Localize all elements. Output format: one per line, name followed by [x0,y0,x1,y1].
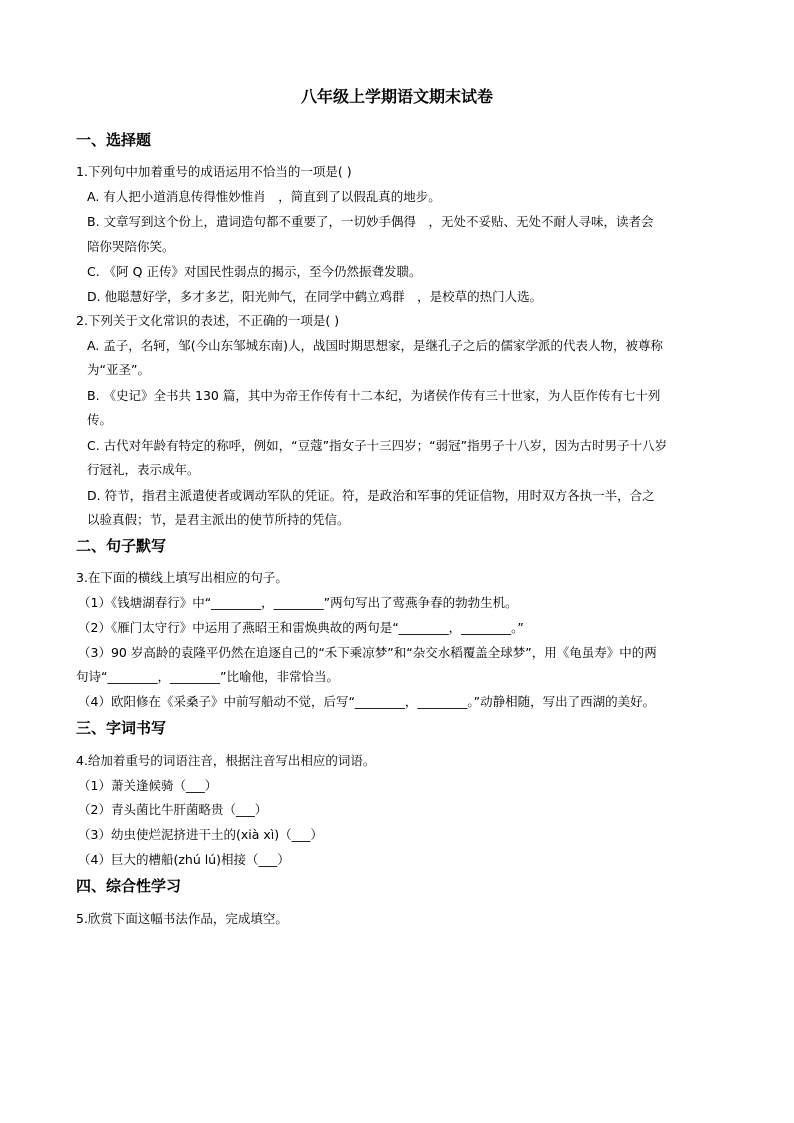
question-3-item-1: （1）《钱塘湖春行》中“________，________”两句写出了莺燕争春的勃勃生机。 [78,595,518,610]
section-heading-dictation: 二、句子默写 [76,537,167,555]
section-heading-choice: 一、选择题 [76,131,152,149]
question-1-option-c: C. 《阿 Q 正传》对国民性弱点的揭示，至今仍然振聋发聩。 [87,264,422,279]
question-4-item-4: （4）巨大的槽船(zhú lú)相接（___） [78,852,290,867]
question-4-item-1: （1）萧关逢候骑（___） [78,778,218,793]
question-3-item-3: （3）90 岁高龄的袁隆平仍然在追逐自己的“禾下乘凉梦”和“杂交水稻覆盖全球梦”，用《龟虽寿》中的两 [78,645,657,660]
page-title: 八年级上学期语文期末试卷 [300,87,493,106]
question-2-option-c-cont: 行冠礼，表示成年。 [87,462,200,477]
question-1-option-a: A. 有人把小道消息传得惟妙惟肖 ，简直到了以假乱真的地步。 [87,189,441,204]
question-2-option-b-cont: 传。 [87,412,113,427]
question-2-option-b: B. 《史记》全书共 130 篇，其中为帝王作传有十二本纪，为诸侯作传有三十世家，为人臣作传有七十列 [87,388,661,403]
question-3-item-2: （2）《雁门太守行》中运用了燕昭王和雷焕典故的两句是“________，________。” [78,620,524,635]
question-3-stem: 3.在下面的横线上填写出相应的句子。 [76,570,288,585]
question-2-stem: 2.下列关于文化常识的表述，不正确的一项是( ) [76,313,340,328]
question-3-item-3-cont: 句诗“________，________”比喻他，非常恰当。 [76,669,339,684]
section-heading-comprehensive: 四、综合性学习 [76,877,182,895]
section-heading-words: 三、字词书写 [76,719,167,737]
question-2-option-d: D. 符节，指君主派遣使者或调动军队的凭证。符，是政治和军事的凭证信物，用时双方各执一半，合之 [87,488,655,503]
question-1-option-b-cont: 陪你哭陪你笑。 [87,239,175,254]
question-2-option-c: C. 古代对年龄有特定的称呼，例如，“豆蔻”指女子十三四岁；“弱冠”指男子十八岁，因为古时男子十八岁 [87,438,668,453]
question-2-option-a-cont: 为“亚圣”。 [87,362,150,377]
question-2-option-a: A. 孟子，名轲，邹(今山东邹城东南)人，战国时期思想家，是继孔子之后的儒家学派的代表人物，被尊称 [87,338,664,353]
question-1-stem: 1.下列句中加着重号的成语运用不恰当的一项是( ) [76,164,352,179]
question-5-stem: 5.欣赏下面这幅书法作品，完成填空。 [76,911,288,926]
question-4-item-2: （2）青头菌比牛肝菌略贵（___） [78,802,268,817]
question-4-item-3: （3）幼虫使烂泥挤进干土的(xià xì)（___） [78,827,323,842]
question-2-option-d-cont: 以验真假；节，是君主派出的使节所持的凭信。 [87,512,350,527]
question-1-option-b: B. 文章写到这个份上，遣词造句都不重要了，一切妙手偶得 ，无处不妥贴、无处不耐人寻味，读者会 [87,214,654,229]
question-1-option-d: D. 他聪慧好学，多才多艺，阳光帅气，在同学中鹤立鸡群 ，是校草的热门人选。 [87,289,543,304]
question-4-stem: 4.给加着重号的词语注音，根据注音写出相应的词语。 [76,753,376,768]
question-3-item-4: （4）欧阳修在《采桑子》中前写船动不觉，后写“________，________。”动静相随，写出了西湖的美好。 [78,694,656,709]
